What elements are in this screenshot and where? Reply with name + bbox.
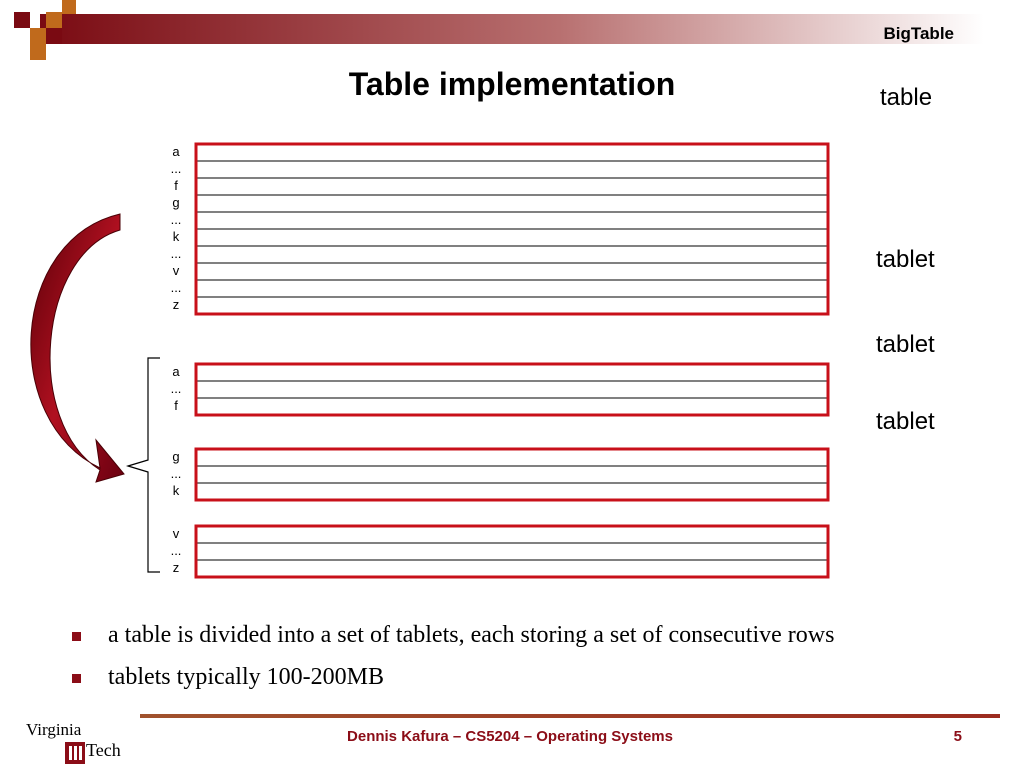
- footer-rule: [140, 714, 1000, 718]
- tablet-box: [196, 449, 828, 500]
- header-square: [30, 44, 46, 60]
- row-key-label: z: [172, 560, 180, 575]
- bullet-square-icon: [72, 632, 81, 641]
- tablet-label: tablet: [876, 331, 935, 358]
- bullet-text: tablets typically 100-200MB: [108, 664, 384, 690]
- row-key-label: k: [172, 229, 180, 244]
- row-key-label: v: [172, 526, 180, 541]
- bullet-item: [72, 664, 834, 706]
- bullet-square-icon: [72, 674, 81, 683]
- page-title: Table implementation: [348, 66, 676, 102]
- bullet-text: a table is divided into a set of tablets, each storing a set of consecutive rows: [108, 622, 835, 648]
- row-key-label: ...: [170, 543, 182, 558]
- tablet-box: [196, 526, 828, 577]
- row-key-label: ...: [170, 161, 182, 176]
- row-key-label: a: [172, 144, 180, 159]
- row-key-label: ...: [170, 246, 182, 261]
- row-key-label: z: [172, 297, 180, 312]
- brand-label: BigTable: [883, 24, 954, 43]
- tablet-bracket: [128, 358, 160, 572]
- footer-text: Dennis Kafura – CS5204 – Operating Systems: [347, 728, 673, 745]
- header-square: [14, 12, 30, 28]
- header-square: [30, 28, 46, 44]
- header-gradient-band: [40, 14, 984, 44]
- bullet-list: [72, 622, 834, 706]
- row-key-label: g: [172, 195, 180, 210]
- table-diagram: [0, 130, 1024, 600]
- row-key-label: g: [172, 449, 180, 464]
- row-key-label: ...: [170, 212, 182, 227]
- row-key-label: ...: [170, 466, 182, 481]
- header-square: [62, 0, 76, 14]
- page-number: 5: [953, 728, 962, 745]
- row-key-label: ...: [170, 280, 182, 295]
- row-key-label: ...: [170, 381, 182, 396]
- header-square: [46, 12, 62, 28]
- tablet-box: [196, 364, 828, 415]
- logo-text: Virginia: [26, 720, 82, 739]
- bullet-item: [72, 622, 834, 664]
- tablet-label: tablet: [876, 246, 935, 273]
- tablet-label: tablet: [876, 408, 935, 435]
- header-bar: [0, 0, 1024, 70]
- row-key-label: a: [172, 364, 180, 379]
- row-key-label: f: [174, 398, 178, 413]
- logo-tower-icon: [64, 738, 86, 766]
- table-label: table: [880, 84, 933, 111]
- virginia-tech-logo: [24, 718, 136, 766]
- header-square: [46, 28, 62, 44]
- row-key-label: k: [172, 483, 180, 498]
- logo-text: Tech: [86, 740, 121, 760]
- curved-arrow-icon: [31, 214, 124, 482]
- row-key-label: f: [174, 178, 178, 193]
- row-key-label: v: [172, 263, 180, 278]
